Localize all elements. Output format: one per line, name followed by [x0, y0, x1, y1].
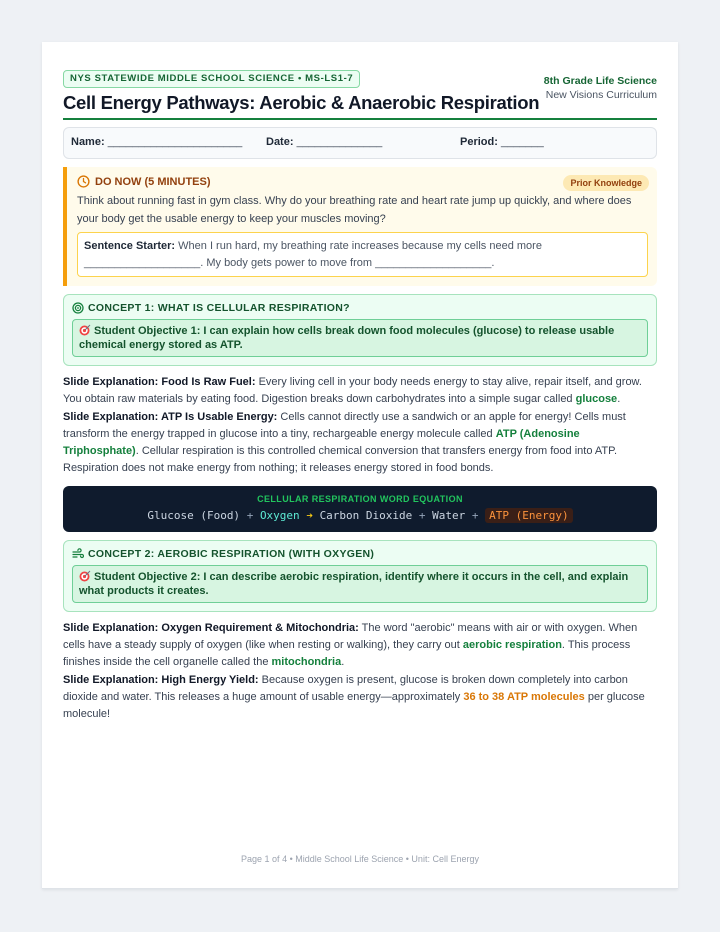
concept-2-heading-row	[72, 548, 648, 560]
page-title: Cell Energy Pathways: Aerobic & Anaerobic Respiration	[63, 92, 540, 113]
slide-explanation-atp	[63, 409, 657, 477]
sentence-starter-text: When I run hard, my breathing rate increases because my cells need more ___________________. My body gets power to move from ___________________.	[84, 240, 542, 269]
eq-plus-2: +	[418, 509, 426, 522]
slide-food-end: .	[617, 393, 621, 405]
standard-badge: NYS STATEWIDE MIDDLE SCHOOL SCIENCE • MS-LS1-7	[63, 70, 360, 88]
objective-target-icon	[79, 570, 91, 582]
glucose-term: glucose	[575, 393, 618, 405]
eq-water: Water	[432, 509, 466, 522]
prior-knowledge-badge: Prior Knowledge	[563, 175, 649, 191]
do-now-section	[63, 167, 657, 286]
worksheet-header	[63, 68, 657, 120]
sentence-starter-label: Sentence Starter:	[84, 240, 176, 252]
clock-icon	[77, 175, 90, 188]
curriculum-label: New Visions Curriculum	[545, 89, 657, 101]
grade-label: 8th Grade Life Science	[543, 75, 657, 87]
slide-food-label: Slide Explanation: Food Is Raw Fuel:	[63, 376, 256, 388]
do-now-heading-row	[77, 175, 648, 188]
date-blank: ______________	[296, 136, 383, 148]
concept-1-heading-row	[72, 302, 648, 314]
name-label: Name:	[71, 136, 105, 148]
slide-atp-label: Slide Explanation: ATP Is Usable Energy:	[63, 411, 278, 423]
equation-line	[63, 508, 657, 524]
name-field[interactable]	[71, 136, 242, 148]
slide-yield-end: per glucose molecule!	[63, 691, 645, 720]
slide-explanation-food	[63, 374, 657, 408]
header-meta	[544, 74, 657, 102]
atp-term: ATP (Adenosine Triphosphate)	[63, 428, 580, 457]
eq-plus-1: +	[246, 509, 254, 522]
slide-atp-text: Cells cannot directly use a sandwich or an apple for energy! Cells must transform the energy trapped in glucose into a tiny, rechargeable energy molecule called	[63, 411, 626, 440]
worksheet-content	[63, 68, 657, 723]
do-now-heading: DO NOW (5 MINUTES)	[95, 175, 211, 188]
concept-2-heading: CONCEPT 2: AEROBIC RESPIRATION (WITH OXYGEN)	[88, 548, 375, 560]
sentence-starter-box[interactable]	[77, 232, 648, 277]
slide-food-text: Every living cell in your body needs energy to stay alive, repair itself, and grow. You obtain raw materials by eating food. Digestion breaks down carbohydrates into a simple sugar called	[63, 376, 642, 405]
date-label: Date:	[266, 136, 294, 148]
slide-yield-label: Slide Explanation: High Energy Yield:	[63, 674, 259, 686]
slide-mito-end: .	[341, 656, 345, 668]
wind-icon	[72, 548, 84, 560]
slide-explanation-mitochondria	[63, 620, 657, 671]
concept-1-heading: CONCEPT 1: WHAT IS CELLULAR RESPIRATION?	[88, 302, 350, 314]
eq-oxygen: Oxygen	[259, 509, 300, 522]
concept-1-box	[63, 294, 657, 366]
slide-yield-text: Because oxygen is present, glucose is broken down completely into carbon dioxide and water. This releases a huge amount of usable energy—approximately	[63, 674, 628, 703]
period-label: Period:	[460, 136, 498, 148]
worksheet-page	[42, 42, 678, 889]
equation-title: CELLULAR RESPIRATION WORD EQUATION	[257, 494, 463, 504]
mitochondria-term: mitochondria	[271, 656, 342, 668]
eq-atp: ATP (Energy)	[485, 508, 572, 523]
eq-glucose: Glucose (Food)	[147, 509, 241, 522]
objective-1	[72, 319, 648, 357]
concept-2-box	[63, 540, 657, 612]
do-now-question: Think about running fast in gym class. Why do your breathing rate and heart rate jump up quickly, and where does your body get the usable energy to keep your muscles moving?	[77, 195, 632, 225]
atp-yield-term: 36 to 38 ATP molecules	[463, 691, 585, 703]
concept-target-icon	[72, 302, 84, 314]
eq-co2: Carbon Dioxide	[319, 509, 413, 522]
page-footer: Page 1 of 4 • Middle School Life Science • Unit: Cell Energy	[241, 854, 479, 864]
slide-mito-mid: . This process finishes inside the cell organelle called the	[63, 639, 631, 668]
objective-2-text: Student Objective 2: I can describe aerobic respiration, identify where it occurs in the cell, and explain what products it creates.	[79, 571, 629, 597]
word-equation-box	[63, 486, 657, 532]
slide-mito-label: Slide Explanation: Oxygen Requirement & Mitochondria:	[63, 622, 359, 634]
slide-explanation-yield	[63, 672, 657, 723]
slide-atp-end: . Cellular respiration is this controlled chemical conversion that transfers energy from food into ATP. Respiration does not make energy from nothing; it releases energy stored in food bonds.	[63, 445, 618, 474]
aerobic-term: aerobic respiration	[462, 639, 562, 651]
eq-plus-3: +	[471, 509, 479, 522]
slide-mito-text: The word "aerobic" means with air or with oxygen. When cells have a steady supply of oxygen (like when resting or walking), they carry out	[63, 622, 638, 651]
objective-target-icon	[79, 324, 91, 336]
period-field[interactable]	[460, 136, 544, 148]
objective-1-text: Student Objective 1: I can explain how cells break down food molecules (glucose) to release usable chemical energy stored as ATP.	[79, 325, 615, 351]
objective-2	[72, 565, 648, 603]
student-info-row	[63, 127, 657, 159]
period-blank: _______	[500, 136, 544, 148]
date-field[interactable]	[266, 136, 382, 148]
name-blank: ______________________	[107, 136, 243, 148]
eq-arrow: ➔	[306, 509, 313, 522]
